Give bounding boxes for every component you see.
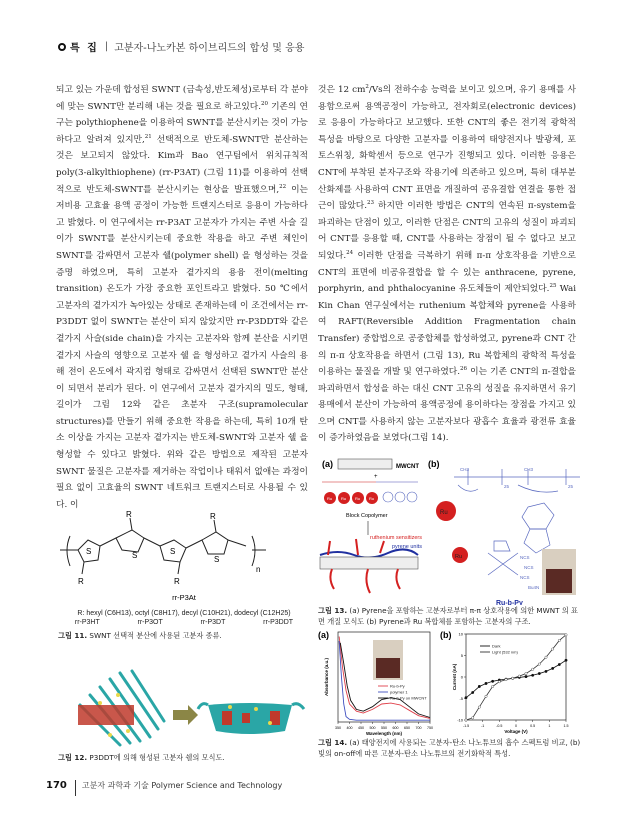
x-tick-label: 500: [369, 726, 376, 730]
header-divider: |: [104, 41, 109, 52]
data-point: [465, 696, 468, 699]
legend-label: Ru-b-Py: [390, 683, 405, 689]
data-point: [471, 717, 473, 719]
y-tick-label: 10: [458, 631, 463, 637]
circle-bullet-icon: [58, 43, 66, 51]
svg-text:CH3: CH3: [460, 467, 470, 472]
x-tick-label: 700: [415, 726, 422, 730]
polymer-name: Ru-b-Py: [496, 600, 523, 605]
legend-label: polymer 1: [390, 689, 408, 695]
data-point: [465, 719, 467, 721]
variant: rr-P3HT: [74, 619, 100, 626]
data-point: [525, 672, 527, 674]
data-point: [485, 695, 487, 697]
left-column: [56, 82, 308, 513]
data-point: [558, 663, 561, 666]
data-point: [565, 659, 568, 662]
data-point: [558, 639, 560, 641]
svg-text:Ru: Ru: [327, 496, 333, 501]
x-tick-label: 350: [335, 726, 341, 730]
page-footer: [46, 780, 282, 796]
figure-13-image: [318, 455, 580, 605]
svg-text:R: R: [210, 512, 216, 521]
citation: 20: [261, 100, 269, 107]
absorbance-chart: [318, 628, 436, 736]
data-point: [485, 682, 488, 685]
data-point: [511, 677, 513, 679]
x-tick-label: -1: [481, 724, 485, 728]
x-tick-label: 450: [358, 726, 364, 730]
svg-text:Ru: Ru: [341, 496, 347, 501]
series-line: [466, 660, 566, 697]
data-point: [491, 680, 494, 683]
data-point: [491, 685, 493, 687]
s-label: S: [86, 547, 92, 556]
data-point: [525, 675, 528, 678]
variant: rr-P3OT: [137, 619, 163, 626]
citation: 25: [549, 283, 557, 290]
header-title: 고분자-나노카본 하이브리드의 합성 및 응용: [114, 43, 305, 54]
citation: 21: [144, 133, 152, 140]
x-tick-label: 400: [346, 726, 353, 730]
svg-text:pyrene units: pyrene units: [392, 544, 422, 550]
data-point: [478, 706, 480, 708]
data-point: [538, 663, 540, 665]
data-point: [505, 678, 507, 680]
svg-text:+: +: [374, 474, 378, 480]
svg-text:ruthenium sensitizers: ruthenium sensitizers: [370, 535, 422, 541]
x-tick-label: 600: [392, 726, 399, 730]
data-point: [551, 667, 554, 670]
data-point: [545, 670, 548, 673]
svg-text:R: R: [78, 577, 84, 586]
x-tick-label: 0.5: [530, 724, 536, 728]
figure-14-caption: 그림 14. (a) 태양전지에 사용되는 고분자-탄소 나노튜브의 흡수 스펙트럼 비교, (b) 빛의 on-off에 따른 고분자-탄소 나노튜브의 전기화학적 특성.: [318, 738, 581, 758]
svg-text:S: S: [214, 555, 220, 564]
journal-name: 고분자 과학과 기술 Polymer Science and Technology: [81, 781, 283, 790]
rr-p3at-structure: [56, 510, 312, 610]
data-point: [565, 634, 567, 636]
svg-text:(b): (b): [440, 630, 452, 640]
figure-11-caption: 그림 11. SWNT 선택적 분산에 사용된 고분자 종류.: [58, 631, 222, 640]
x-tick-label: 550: [381, 726, 387, 730]
data-point: [498, 681, 500, 683]
svg-text:NCS: NCS: [520, 575, 530, 580]
svg-text:Ru: Ru: [440, 510, 448, 516]
figure-12-image: [70, 665, 310, 755]
x-tick-label: 1: [548, 724, 551, 728]
footer-divider: [75, 780, 76, 796]
svg-text:25: 25: [568, 484, 574, 489]
x-axis-label: Wavelength (nm): [365, 731, 403, 736]
vial-liquid: [376, 658, 400, 678]
citation: 24: [346, 250, 354, 257]
y-tick-label: -10: [457, 717, 463, 723]
x-axis-label: Voltage (V): [504, 729, 528, 734]
legend-label: Light (532 nm): [492, 649, 518, 655]
variant: rr-P3DDT: [263, 619, 294, 626]
data-point: [531, 668, 533, 670]
y-tick-label: -5: [459, 696, 463, 701]
y-tick-label: 5: [460, 653, 463, 658]
series-line: [466, 635, 566, 720]
svg-text:Ru: Ru: [355, 496, 361, 501]
svg-text:Ru: Ru: [369, 496, 375, 501]
data-point: [551, 648, 553, 650]
svg-text:(a): (a): [318, 630, 329, 640]
svg-text:S: S: [132, 551, 138, 560]
x-tick-label: 650: [404, 726, 410, 730]
y-axis-label: Absorbance (a.u.): [324, 657, 329, 697]
r-label: R: [126, 510, 132, 519]
y-tick-label: 0: [460, 674, 463, 680]
page-number: 170: [46, 780, 67, 791]
data-point: [518, 675, 520, 677]
data-point: [478, 685, 481, 688]
body-paragraph: 되고 있는 가운데 합성된 SWNT (금속성,반도체성)로부터 각 분야에 맞는 SWNT만 분리해 내는 것을 필요로 하고있다.$^{20}$ 기존의 연구는 polythiophene을 이용하여 SWNT를 분산시키는 것이 가능하다고 알려져 있지만,$^{21}$ 선택적으로 반도체-SWNT만 분산하는 것은 보고되지 않았다. Kim과 Bao 연구팀에서 위치규칙적 poly(3-alkylthiophene) (rr-P3AT) (그림 11)를 이용하여 선택적으로 반도체-SWNT를 분산시키는 현상을 발표했으며,$^{22}$ 이는 저비용 고효율 용액 공정이 가능한 트랜지스터로 응용이 가능하다고 밝혔다. 이 연구에서는 rr-P3AT 고분자가 가지는 주변 사슬 길이가 SWNT를 분산시키는데 중요한 작용을 하고 주변 체인이 SWNT를 감싸면서 고분자 쉘(polymer shell) 을 형성하는 것을 증명 하였으며, 특히 고분자 곁가지의 용융 전이(melting transition) 온도가 가장 중요한 포인트라고 밝혔다. 50 ℃에서 고분자의 곁가지가 녹아있는 상태로 존재하는데 이 조건에서는 rr-P3DDT 없이 SWNT는 분산이 되지 않았지만 rr-P3DDT와 같은 곁가지 사슬(side chain)을 가지는 고분자와 함께 분산을 시키면 곁가지 사슬의 영향으로 고분자 쉘 을 형성하고 곁가지 사슬의 용해 전이 온도에서 곽지컴 형태로 감싸면서 선택된 SWNT만 분산이 되면서 분리가 된다. 이 연구에서 고분자 곁가지의 밀도, 형태, 길이가 그림 12와 같은 초분자 구조(supramolecular structures)를 만들기 위해 중요한 작용을 하는데, 특히 10개 탄소 이상을 가지는 고분자 곁가지는 반도체-SWNT와 고분자 쉘 을 형성할 수 있다고 밝혔다. 위와 같은 방법으로 제작된 고분자 SWNT 물질은 고분자를 제거하는 작업이나 태워서 없애는 과정이 필요 없이 고효율의 SWNT 네트워크 트랜지스터로 사용될 수 있다. 이: [56, 85, 308, 510]
x-tick-label: 1.5: [563, 724, 569, 728]
svg-text:Bu4N: Bu4N: [528, 585, 540, 590]
citation: 26: [460, 366, 468, 373]
data-point: [531, 674, 534, 677]
citation: 23: [367, 200, 375, 207]
svg-text:R: R: [174, 577, 180, 586]
figure-13-caption: 그림 13. (a) Pyrene을 포함하는 고분자로부터 π-π 상호작용에 의한 MWNT 의 표면 개질 모식도 (b) Pyrene과 Ru 복합체를 포함하는 고분자의 구조.: [318, 606, 578, 626]
data-point: [471, 691, 474, 694]
x-tick-label: -1.5: [462, 724, 470, 728]
x-tick-label: -0.5: [496, 724, 503, 728]
svg-text:(a): (a): [322, 459, 333, 469]
mwcnt-icon: [338, 459, 392, 469]
svg-text:Block Copolymer: Block Copolymer: [346, 513, 388, 519]
running-header: [58, 39, 304, 54]
right-column: [318, 82, 576, 447]
svg-text:NCS: NCS: [524, 565, 534, 570]
figure-11: [56, 510, 312, 635]
polymer-name: rr-P3At: [172, 593, 196, 602]
svg-text:(b): (b): [428, 459, 440, 469]
variant: rr-P3DT: [200, 619, 226, 626]
svg-text:Ru: Ru: [455, 554, 463, 560]
citation: 22: [279, 183, 287, 190]
y-axis-label: Current (nA): [452, 663, 457, 691]
nanotube-icon: [78, 705, 134, 725]
variant-list: [56, 619, 312, 626]
data-point: [545, 656, 547, 658]
section-label: 특 집: [70, 43, 99, 54]
svg-text:MWCNT: MWCNT: [396, 464, 419, 470]
figure-12-caption: 그림 12. P3DDT에 의해 형성된 고분자 쉘의 모식도.: [58, 753, 225, 762]
arrow-right-icon: [173, 705, 198, 725]
svg-text:CH3: CH3: [524, 467, 534, 472]
svg-text:25: 25: [504, 484, 510, 489]
figure-14: [318, 628, 582, 736]
body-paragraph: 것은 12 $cm^2/Vs$의 전하수송 능력을 보이고 있으며, 유기 용매를 사용함으로써 용액공정이 가능하고, 전자회로(electronic devices)로 응용이 가능하다고 보고했다. 또한 CNT의 좋은 전기적 광학적 특성을 바탕으로 다양한 고분자를 이용하여 태양전지나 발광체, 포토스위칭, 화학센서 등으로 연구가 진행되고 있다. 이러한 응용은 CNT에 부착된 분자구조와 작용기에 의존하고 있으며, 특히 대부분 산화제를 사용하여 CNT 표면을 개질하여 공유결합 연결을 통한 접근이 많았다.$^{23}$ 하지만 이러한 방법은 CNT의 연속된 π-system을 파괴하는 단점이 있고, 이러한 단점은 CNT의 고유의 성질이 파괴되어 CNT를 응용할 때, CNT를 사용하는 장점이 될 수 없다고 보고 되었다.$^{24}$ 이러한 단점을 극복하기 위해 π-π 상호작용을 기반으로 CNT의 표면에 비공유결합을 할 수 있는 anthracene, pyrene, porphyrin, and phthalocyanine 유도체들이 제안되었다.$^{25}$ Wai Kin Chan 연구실에서는 ruthenium 복합체와 pyrene을 사용하여 RAFT(Reversible Addition Fragmentation chain Transfer) 중합법으로 공중합체를 합성하였고, pyrene과 CNT 간의 π-π 상호작용을 하면서 (그림 13), Ru 복합체의 광학적 특성을 이용하는 물질을 개발 및 연구하였다.$^{26}$ 이는 기존 CNT의 π-결합을 파괴하면서 합성을 하는 대신 CNT 고유의 성질을 유지하면서 유기용매에서 분산이 가능하여 용액공정에 용이하다는 장점을 가지고 있으며 CNT를 사용하지 않는 고분자보다 광흡수 효율과 광전류 효율이 증가하였음을 보였다(그림 14).: [318, 84, 576, 444]
r-definition: R: hexyl (C6H13), octyl (C8H17), decyl (C10H21), dodecyl (C12H25): [77, 610, 291, 617]
x-tick-label: 0: [515, 724, 517, 728]
data-point: [538, 672, 541, 675]
svg-text:S: S: [170, 547, 176, 556]
legend-label: Dark: [492, 643, 501, 649]
legend-label: Ru-b-Py on MWCNT: [390, 695, 427, 701]
svg-text:NCS: NCS: [520, 555, 530, 560]
n-label: n: [256, 565, 261, 574]
x-tick-label: 750: [427, 726, 433, 730]
current-voltage-chart: [440, 628, 580, 736]
